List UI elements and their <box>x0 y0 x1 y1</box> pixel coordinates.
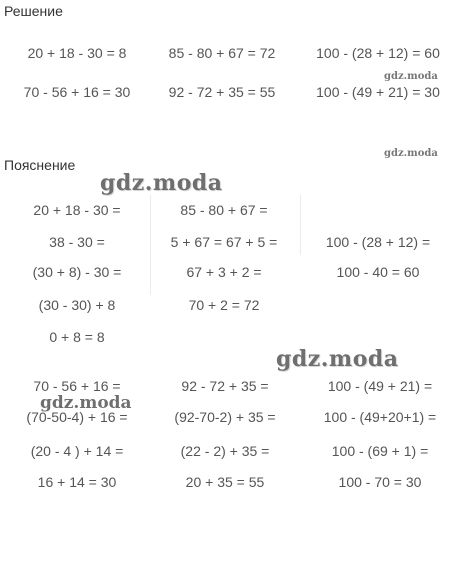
explanation-step: (92-70-2) + 35 = <box>174 409 276 425</box>
explanation-heading: Пояснение <box>4 157 76 173</box>
explanation-step: 0 + 8 = 8 <box>49 329 105 345</box>
explanation-step: (70-50-4) + 16 = <box>26 409 128 425</box>
explanation-step: (30 - 30) + 8 <box>38 297 116 313</box>
column-divider <box>150 195 151 295</box>
solution-heading: Решение <box>4 3 63 19</box>
watermark: gdz.moda <box>384 148 438 159</box>
explanation-step: 92 - 72 + 35 = <box>181 378 269 394</box>
explanation-step: 100 - (49+20+1) = <box>323 409 437 425</box>
solution-expression: 100 - (28 + 12) = 60 <box>316 45 440 61</box>
explanation-step: 38 - 30 = <box>49 234 105 250</box>
explanation-step: 100 - 40 = 60 <box>336 264 420 280</box>
solution-expression: 92 - 72 + 35 = 55 <box>168 84 276 100</box>
explanation-step: (20 - 4 ) + 14 = <box>30 443 124 459</box>
explanation-step: 100 - (49 + 21) = <box>327 378 433 394</box>
watermark: gdz.moda <box>40 393 132 413</box>
solution-expression: 20 + 18 - 30 = 8 <box>27 45 127 61</box>
watermark: gdz.moda <box>384 71 438 82</box>
explanation-step: 20 + 18 - 30 = <box>33 202 121 218</box>
explanation-step: (22 - 2) + 35 = <box>180 443 270 459</box>
solution-expression: 70 - 56 + 16 = 30 <box>23 84 131 100</box>
explanation-step: 100 - 70 = 30 <box>338 474 422 490</box>
explanation-step: 100 - (28 + 12) = <box>325 234 431 250</box>
watermark: gdz.moda <box>100 170 223 196</box>
explanation-step: 5 + 67 = 67 + 5 = <box>170 234 278 250</box>
explanation-step: 70 + 2 = 72 <box>188 297 260 313</box>
explanation-step: 85 - 80 + 67 = <box>180 202 268 218</box>
explanation-step: 67 + 3 + 2 = <box>186 264 262 280</box>
solution-expression: 100 - (49 + 21) = 30 <box>316 84 440 100</box>
explanation-step: 70 - 56 + 16 = <box>33 378 121 394</box>
explanation-step: (30 + 8) - 30 = <box>32 264 122 280</box>
explanation-step: 100 - (69 + 1) = <box>331 443 429 459</box>
watermark: gdz.moda <box>276 346 399 372</box>
explanation-step: 20 + 35 = 55 <box>185 474 265 490</box>
explanation-step: 16 + 14 = 30 <box>37 474 117 490</box>
column-divider <box>300 195 301 255</box>
solution-expression: 85 - 80 + 67 = 72 <box>168 45 276 61</box>
